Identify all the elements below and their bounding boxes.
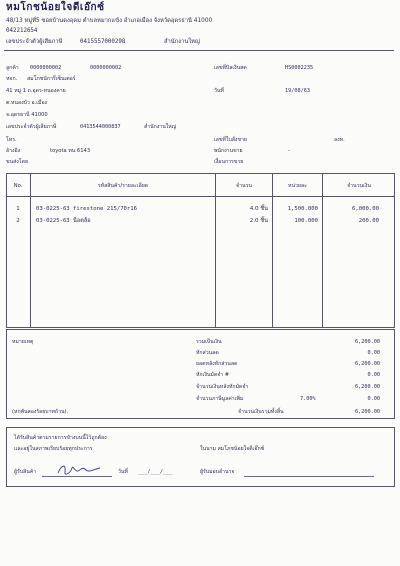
customer-name-prefix: หจก. (6, 76, 18, 82)
customer-branch: สำนักงานใหญ่ (144, 124, 177, 130)
header-divider (4, 50, 394, 51)
summary-value-subtotal: 6,200.00 (355, 339, 380, 345)
customer-ship-label: ขนส่งโดย (6, 159, 28, 165)
summary-vat-rate: 7.00% (300, 396, 316, 402)
doc-no-label: เลขที่บิลเงินสด (214, 65, 247, 71)
doc-seller-label: เลขที่ใบสั่งขาย (214, 137, 247, 143)
company-branch: สำนักงานใหญ่ (164, 39, 200, 45)
row-unit-price: 1,500.000 (287, 206, 318, 212)
customer-addr1: 41 หมู่ 1 ถ.อุดร-หนองคาย (6, 88, 66, 94)
col-divider-no (30, 173, 31, 328)
summary-value-after-deposit: 6,200.00 (355, 384, 380, 390)
receiver-label: ผู้รับสินค้า (14, 469, 37, 475)
customer-code-label: ลูกค้า (6, 65, 19, 71)
row-qty: 4.0 ชิ้น (249, 206, 268, 212)
row-no: 1 (16, 206, 20, 212)
doc-no: HS0002235 (285, 65, 314, 71)
summary-value-total: 6,200.00 (355, 409, 380, 415)
received-line-1: ได้รับสินค้าตามรายการข้างบนนี้ไว้ถูกต้อง (14, 435, 107, 441)
items-header-divider (6, 196, 395, 197)
customer-code-2: 0000000002 (90, 65, 122, 71)
header-amount: จำนวนเงิน (347, 183, 371, 189)
company-tax-id: 0415557000298 (80, 39, 126, 45)
summary-label-subtotal: รวมเป็นเงิน (196, 339, 222, 345)
col-divider-item (215, 173, 216, 328)
on-behalf-of: ในนาม สมโภชน้อยใจดีเอ๊กซ์ (200, 446, 265, 452)
company-phone: 042212654 (6, 28, 38, 34)
summary-value-deposit: 0.00 (367, 372, 380, 378)
customer-tax-label: เลขประจำตัวผู้เสียภาษี (6, 124, 57, 130)
row-item: 03-0225-63 firestone 215/70r16 (36, 206, 138, 212)
remark-label: หมายเหตุ (12, 339, 34, 345)
authorized-signature-line (244, 476, 374, 477)
row-item: 03-0225-63 น็อตล้อ (36, 218, 91, 224)
doc-terms-label: เงื่อนการขาย (214, 159, 244, 165)
customer-ref-label: อ้างอิง (6, 148, 21, 154)
col-divider-price (322, 173, 323, 328)
row-no: 2 (16, 218, 20, 224)
col-divider-qty (272, 173, 273, 328)
authorized-label: ผู้รับมอบอำนาจ (200, 469, 235, 475)
header-no: No. (13, 183, 23, 189)
received-line-2: และอยู่ในสภาพเรียบร้อยทุกประการ (14, 446, 93, 452)
row-amount: 6,000.00 (352, 206, 379, 212)
customer-ref-value: toyota ทน 6143 (50, 148, 91, 154)
row-amount: 200.00 (358, 218, 379, 224)
header-qty: จำนวน (236, 183, 252, 189)
summary-label-vat: จำนวนภาษีมูลค่าเพิ่ม (196, 396, 244, 402)
customer-phone-label: โทร. (6, 137, 17, 143)
doc-salesman-value: - (288, 148, 290, 154)
row-unit-price: 100.000 (294, 218, 318, 224)
header-unit-price: หน่วยละ (288, 183, 307, 189)
company-name: หมโกชน้อยใจดีเอ๊กซ์ (6, 2, 105, 13)
header-item: รหัสสินค้า/รายละเอียด (97, 183, 149, 189)
summary-value-vat: 0.00 (367, 396, 380, 402)
customer-name: สมโภชนัการี่เซ็นเตอร์ (27, 76, 76, 82)
amount-in-words: (หกพันสองร้อยบาทถ้วน). (12, 409, 69, 415)
customer-code: 0000000002 (30, 65, 62, 71)
company-address: 48/13 หมู่ที่5 ซอยบ้านดงอุดม ตำบลหมากแข้ง อำเภอเมือง จังหวัดอุดรธานี 41000 (6, 18, 213, 24)
summary-value-after-discount: 6,200.00 (355, 361, 380, 367)
summary-label-after-deposit: จำนวนเงินหลังหักมัดจำ (196, 384, 249, 390)
summary-value-discount: 0.00 (367, 350, 380, 356)
receiver-signature-icon (56, 462, 102, 478)
customer-tax-id: 0413544000837 (80, 124, 121, 130)
summary-label-discount: หักส่วนลด (196, 350, 219, 356)
receive-date-blank: ___/___/___ (138, 469, 173, 475)
customer-addr2: ต.หนองบัว อ.เมือง (6, 100, 48, 106)
doc-date-label: วันที่ (214, 88, 224, 94)
doc-date: 19/08/63 (285, 88, 310, 94)
doc-salesman-label: พนักงานขาย (214, 148, 243, 154)
customer-addr3: จ.อุดรธานี 41000 (6, 112, 48, 118)
receive-date-label: วันที่ (118, 469, 128, 475)
summary-label-deposit: หักเงินมัดจำ # (196, 372, 230, 378)
row-qty: 2.0 ชิ้น (249, 218, 268, 224)
summary-label-total: จำนวนเงินรวมทั้งสิ้น (238, 409, 284, 415)
summary-label-after-discount: ยอดหลังหักส่วนลด (196, 361, 238, 367)
company-tax-label: เลขประจำตัวผู้เสียภาษี (6, 39, 63, 45)
doc-seller-suffix: ลงท. (334, 137, 345, 143)
